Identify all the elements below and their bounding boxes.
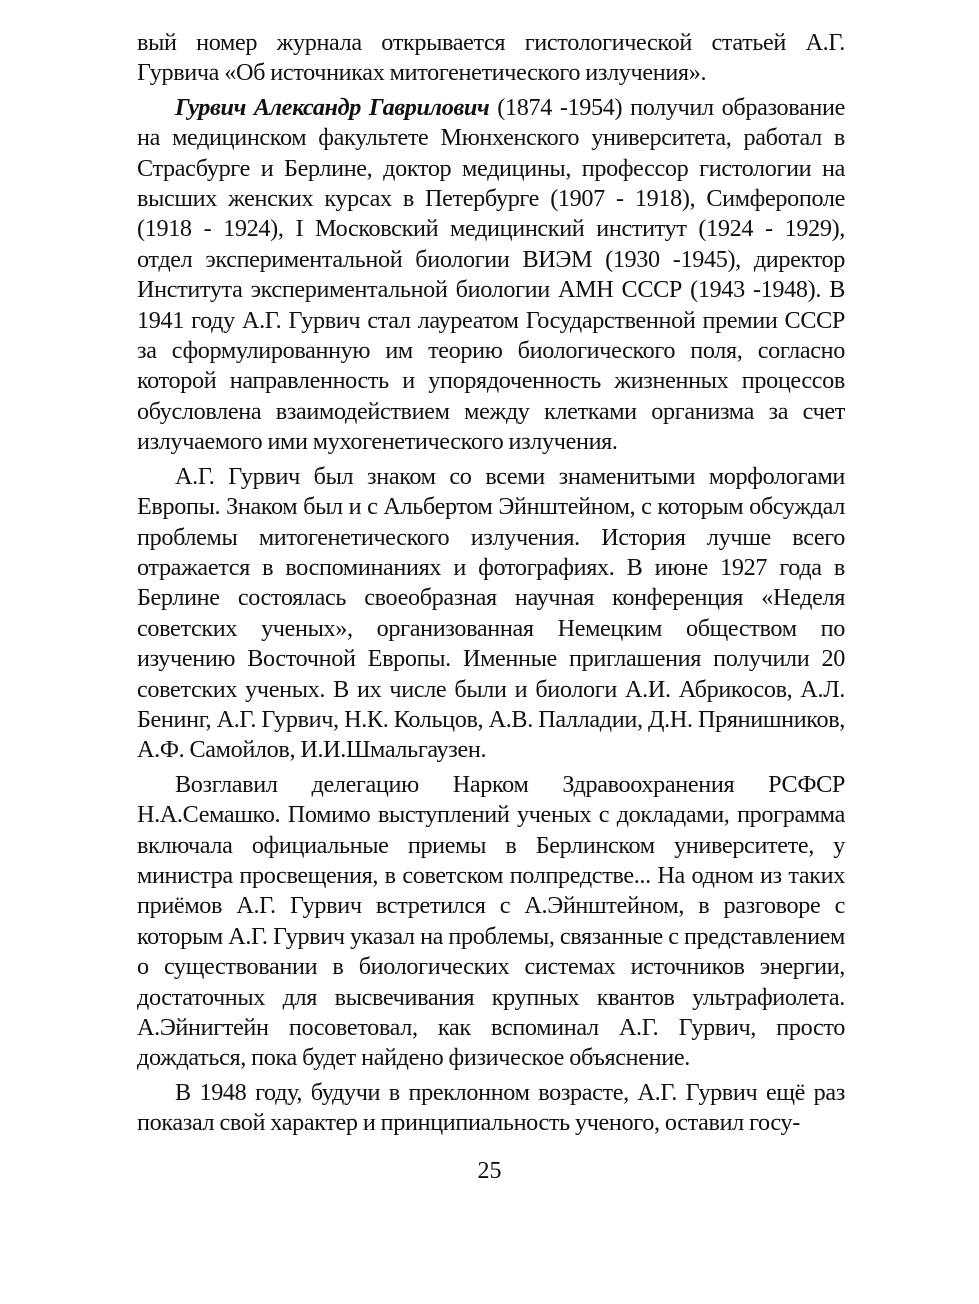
paragraph-3 <box>137 462 845 766</box>
paragraph-4-text: Возглавил делегацию Нарком Здравоохранения РСФСР Н.А.Семашко. Помимо выступлений ученых с докладами, программа включала официальные приемы в Берлинском университете, у министра просвещения, в советском полпредстве... На одном из таких приёмов А.Г. Гурвич встретился с А.Эйнштейном, в разговоре с которым А.Г. Гурвич указал на проблемы, связанные с представлением о существовании в биологических системах источников энергии, достаточных для высвечивания крупных квантов ультрафиолета. А.Эйнигтейн посоветовал, как вспоминал А.Г. Гурвич, просто дождаться, пока будет найдено физическое объяснение. <box>137 770 845 1072</box>
page-number: 25 <box>477 1158 502 1184</box>
paragraph-2-text: (1874 -1954) получил образование на медицинском факультете Мюнхенского университета, работал в Страсбурге и Берлине, доктор медицины, профессор гистологии на высших женских курсах в Петербурге (1907 - 1918), Симферополе (1918 - 1924), I Московский медицинский институт (1924 - 1929), отдел экспериментальной биологии ВИЭМ (1930 -1945), директор Института экспериментальной биологии АМН СССР (1943 -1948). В 1941 году А.Г. Гурвич стал лауреатом Государственной премии СССР за сформулированную им теорию биологического поля, согласно которой направленность и упорядоченность жизненных процессов обусловлена взаимодействием между клетками организма за счет излучаемого ими мухогенетического излучения. <box>137 93 846 456</box>
paragraph-4 <box>137 770 845 1074</box>
paragraph-5-text: В 1948 году, будучи в преклонном возрасте, А.Г. Гурвич ещё раз показал свой характер и принципиальность ученого, оставил госу- <box>137 1078 845 1137</box>
paragraph-5 <box>137 1078 845 1139</box>
body-text <box>137 28 845 1143</box>
person-name: Гурвич Александр Гаврилович <box>175 93 490 121</box>
paragraph-1 <box>137 28 845 89</box>
paragraph-3-text: А.Г. Гурвич был знаком со всеми знаменитыми морфологами Европы. Знаком был и с Альбертом Эйнштейном, с которым обсуждал проблемы митогенетического излучения. История лучше всего отражается в воспоминаниях и фотографиях. В июне 1927 года в Берлине состоялась своеобразная научная конференция «Неделя советских ученых», организованная Немецким обществом по изучению Восточной Европы. Именные приглашения получили 20 советских ученых. В их числе были и биологи А.И. Абрикосов, А.Л. Бенинг, А.Г. Гурвич, Н.К. Кольцов, А.В. Палладии, Д.Н. Прянишников, А.Ф. Самойлов, И.И.Шмальгаузен. <box>137 462 845 764</box>
paragraph-2 <box>137 93 845 458</box>
paragraph-1-text: вый номер журнала открывается гистологической статьей А.Г. Гурвича «Об источниках митогенетического излучения». <box>137 29 845 87</box>
